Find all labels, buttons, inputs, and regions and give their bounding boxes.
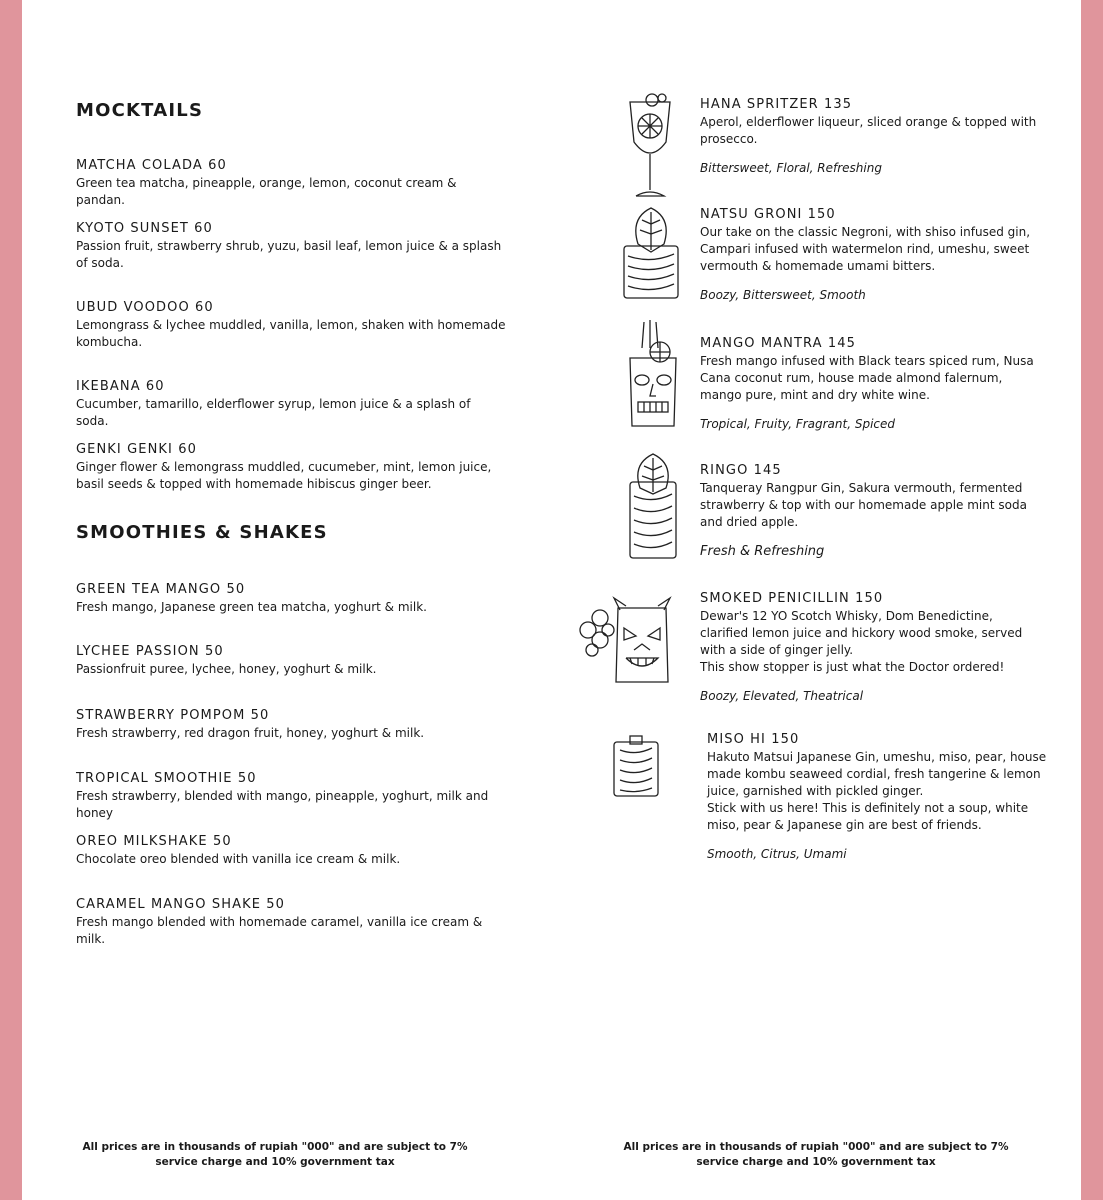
item-name: MANGO MANTRA 145	[700, 336, 856, 351]
item-description: Our take on the classic Negroni, with shiso infused gin, Campari infused with watermelon rind, umeshu, sweet vermouth & homemade umami bitters.	[700, 225, 1031, 273]
item-description: Chocolate oreo blended with vanilla ice cream & milk.	[76, 852, 401, 866]
item-taste-notes: Tropical, Fruity, Fragrant, Spiced	[700, 417, 896, 431]
item-name: IKEBANA 60	[76, 379, 165, 394]
menu-item-tropical-smoothie	[76, 770, 506, 822]
tiki-mug-icon	[620, 318, 686, 432]
item-taste-notes: Fresh & Refreshing	[700, 544, 825, 559]
item-description: Fresh mango infused with Black tears spiced rum, Nusa Cana coconut rum, house made almond falernum, mango pure, mint and dry white wine.	[700, 354, 1034, 402]
item-name: NATSU GRONI 150	[700, 207, 836, 222]
item-description: Fresh mango, Japanese green tea matcha, yoghurt & milk.	[76, 600, 427, 614]
item-description: Fresh strawberry, red dragon fruit, honey, yoghurt & milk.	[76, 726, 425, 740]
item-taste-notes: Boozy, Elevated, Theatrical	[700, 689, 864, 703]
item-taste-notes: Bittersweet, Floral, Refreshing	[700, 161, 882, 175]
item-name: CARAMEL MANGO SHAKE 50	[76, 897, 285, 912]
price-footnote-right: All prices are in thousands of rupiah "000" and are subject to 7% service charge and 10% government tax	[623, 1141, 1009, 1168]
item-description: Dewar's 12 YO Scotch Whisky, Dom Benedictine, clarified lemon juice and hickory wood smoke, served with a side of ginger jelly.	[700, 609, 1023, 657]
menu-item-miso-hi	[707, 731, 1047, 863]
menu-item-smoked-penicillin	[700, 590, 1040, 705]
item-name: LYCHEE PASSION 50	[76, 644, 224, 659]
menu-item-genki-genki	[76, 441, 506, 493]
item-description: Passionfruit puree, lychee, honey, yoghurt & milk.	[76, 662, 377, 676]
item-name: TROPICAL SMOOTHIE 50	[76, 771, 257, 786]
menu-item-ikebana	[76, 378, 506, 430]
oni-mask-mug-icon	[578, 596, 680, 688]
item-name: STRAWBERRY POMPOM 50	[76, 708, 270, 723]
menu-item-ringo	[700, 462, 1040, 560]
menu-item-matcha-colada	[76, 157, 506, 209]
item-name: UBUD VOODOO 60	[76, 300, 214, 315]
item-description: Fresh strawberry, blended with mango, pineapple, yoghurt, milk and honey	[76, 789, 489, 820]
spritzer-glass-icon	[622, 92, 678, 202]
item-note: This show stopper is just what the Doctor ordered!	[700, 660, 1005, 674]
item-name: KYOTO SUNSET 60	[76, 221, 213, 236]
item-description: Passion fruit, strawberry shrub, yuzu, basil leaf, lemon juice & a splash of soda.	[76, 239, 502, 270]
menu-item-ubud-voodoo	[76, 299, 506, 351]
menu-item-kyoto-sunset	[76, 220, 506, 272]
item-name: RINGO 145	[700, 463, 782, 478]
item-description: Ginger flower & lemongrass muddled, cucumeber, mint, lemon juice, basil seeds & topped with homemade hibiscus ginger beer.	[76, 460, 492, 491]
rocks-glass-shiso-icon	[616, 204, 686, 302]
menu-item-natsu-groni	[700, 206, 1040, 304]
menu-item-oreo-milkshake	[76, 833, 506, 868]
item-description: Aperol, elderflower liqueur, sliced orange & topped with prosecco.	[700, 115, 1037, 146]
item-name: HANA SPRITZER 135	[700, 97, 853, 112]
left-pink-border	[0, 0, 22, 1200]
item-name: MISO HI 150	[707, 732, 800, 747]
right-pink-border	[1081, 0, 1103, 1200]
item-name: OREO MILKSHAKE 50	[76, 834, 232, 849]
menu-item-mango-mantra	[700, 335, 1040, 433]
section-title-mocktails: MOCKTAILS	[76, 100, 204, 121]
menu-item-green-tea-mango	[76, 581, 506, 616]
item-description: Tanqueray Rangpur Gin, Sakura vermouth, fermented strawberry & top with our homemade apple mint soda and dried apple.	[700, 481, 1027, 529]
section-title-smoothies-shakes: SMOOTHIES & SHAKES	[76, 522, 328, 543]
item-description: Lemongrass & lychee muddled, vanilla, lemon, shaken with homemade kombucha.	[76, 318, 506, 349]
item-description: Green tea matcha, pineapple, orange, lemon, coconut cream & pandan.	[76, 176, 457, 207]
menu-item-lychee-passion	[76, 643, 506, 678]
item-name: GENKI GENKI 60	[76, 442, 197, 457]
menu-item-caramel-mango-shake	[76, 896, 506, 948]
item-taste-notes: Boozy, Bittersweet, Smooth	[700, 288, 866, 302]
item-note: Stick with us here! This is definitely not a soup, white miso, pear & Japanese gin are best of friends.	[707, 801, 1029, 832]
highball-glass-icon	[622, 452, 684, 562]
short-glass-icon	[610, 732, 662, 800]
price-footnote-left: All prices are in thousands of rupiah "000" and are subject to 7% service charge and 10% government tax	[82, 1141, 468, 1168]
menu-item-hana-spritzer	[700, 96, 1040, 177]
item-description: Fresh mango blended with homemade caramel, vanilla ice cream & milk.	[76, 915, 483, 946]
item-taste-notes: Smooth, Citrus, Umami	[707, 847, 847, 861]
menu-item-strawberry-pompom	[76, 707, 506, 742]
item-name: GREEN TEA MANGO 50	[76, 582, 246, 597]
item-name: SMOKED PENICILLIN 150	[700, 591, 884, 606]
item-description: Cucumber, tamarillo, elderflower syrup, lemon juice & a splash of soda.	[76, 397, 471, 428]
item-description: Hakuto Matsui Japanese Gin, umeshu, miso, pear, house made kombu seaweed cordial, fresh tangerine & lemon juice, garnished with pickled ginger.	[707, 750, 1047, 798]
item-name: MATCHA COLADA 60	[76, 158, 227, 173]
